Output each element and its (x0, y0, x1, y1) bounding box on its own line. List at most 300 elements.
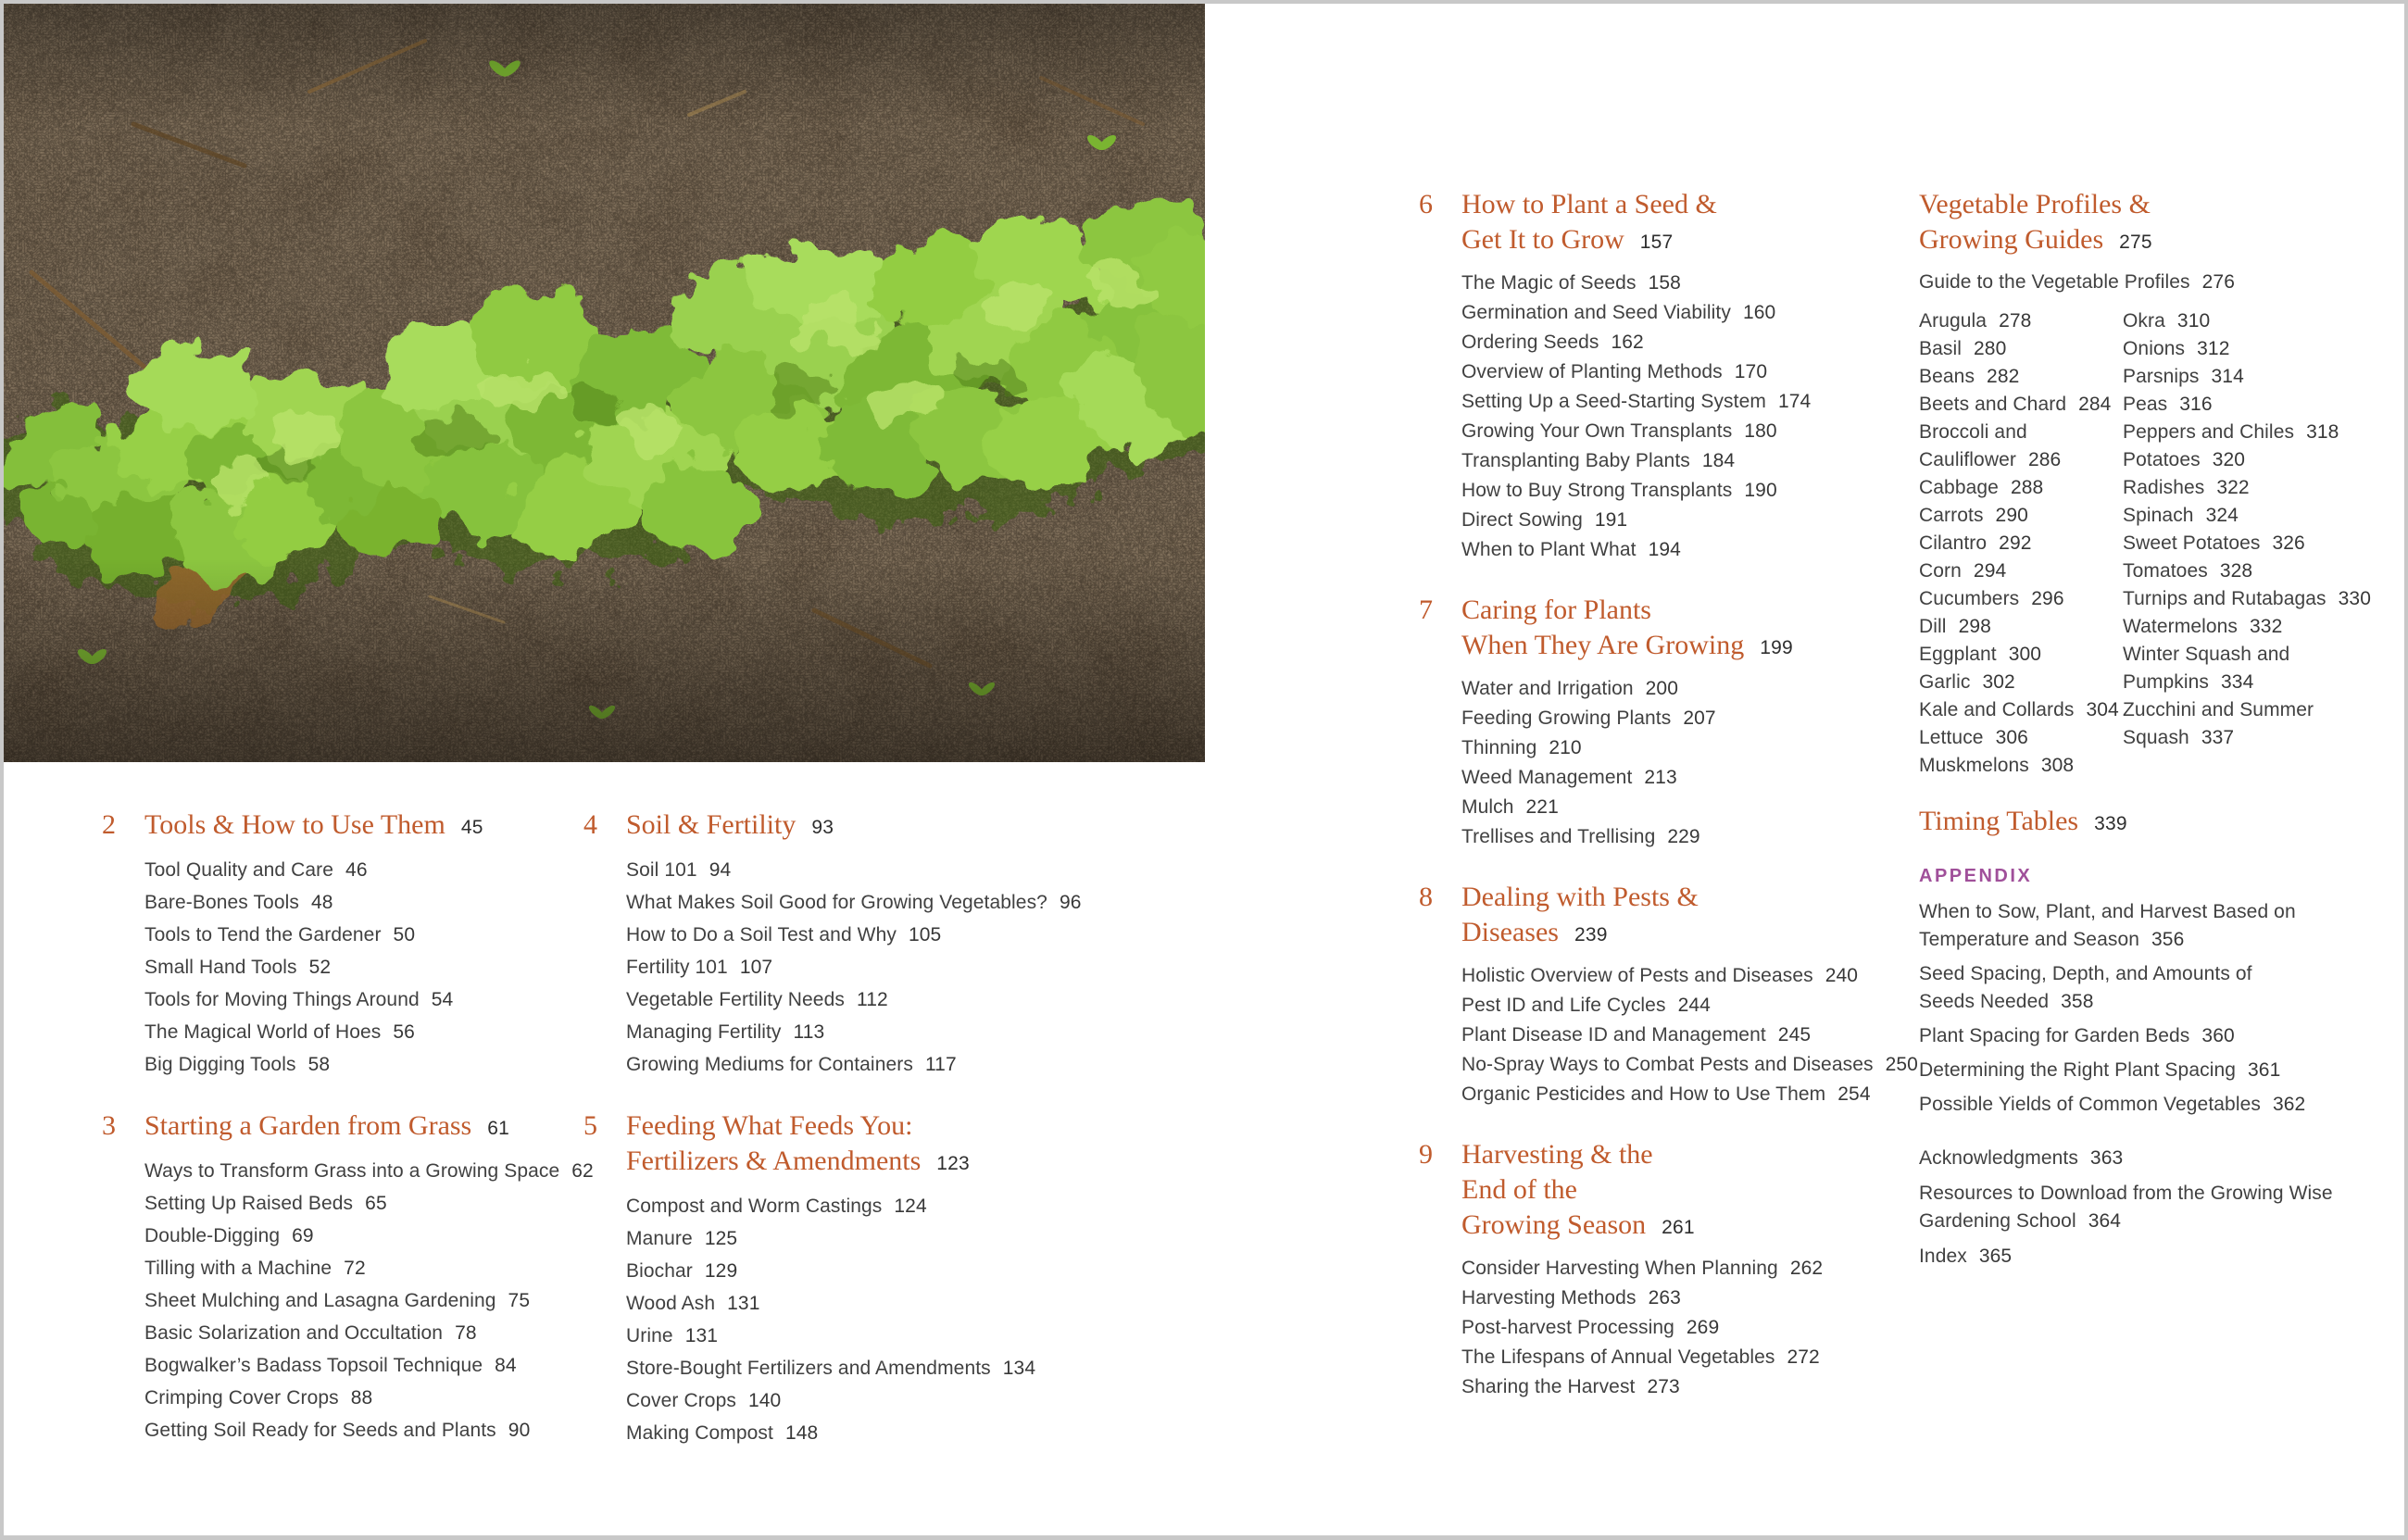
text-line: Organic Pesticides and How to Use Them (1461, 1083, 1826, 1105)
text-line: How to Buy Strong Transplants (1461, 480, 1733, 501)
text-line: Tools for Moving Things Around (144, 989, 420, 1010)
text-line: Tool Quality and Care (144, 859, 334, 881)
text-line: Starting a Garden from Grass (144, 1110, 472, 1141)
toc-item (2123, 335, 2393, 363)
toc-item (1919, 1180, 2393, 1235)
toc-item (1919, 1145, 2393, 1172)
chapter-page-number: 339 (2094, 813, 2127, 834)
text-line: Managing Fertility (626, 1021, 782, 1043)
toc-item (144, 951, 607, 983)
item-page-number: 190 (1744, 480, 1777, 501)
text-line: Harvesting & the (1461, 1139, 1653, 1170)
chapter-entry (583, 808, 1102, 1081)
toc-item (626, 1048, 1102, 1081)
text-line: Gardening School (1919, 1210, 2076, 1232)
toc-item (626, 1384, 1102, 1417)
item-page-number: 364 (2088, 1210, 2122, 1232)
text-line: How to Plant a Seed & (1461, 189, 1717, 219)
item-page-number: 330 (2338, 588, 2371, 609)
toc-item (1919, 530, 2123, 557)
appendix-list (1919, 898, 2393, 1119)
text-line: Acknowledgments (1919, 1147, 2078, 1169)
toc-item (626, 1287, 1102, 1320)
item-page-number: 56 (393, 1021, 415, 1043)
item-page-number: 272 (1787, 1346, 1820, 1368)
toc-item (1461, 763, 1905, 793)
chapter-body (626, 808, 1102, 1081)
toc-item (626, 1222, 1102, 1255)
toc-item (1919, 502, 2123, 530)
text-line: Basil (1919, 338, 1963, 359)
chapter-body (144, 1108, 607, 1446)
toc-item (1919, 960, 2393, 1016)
item-page-number: 308 (2040, 755, 2075, 776)
text-line: Vegetable Fertility Needs (626, 989, 845, 1010)
item-page-number: 302 (1982, 671, 2015, 693)
chapter-page-number: 239 (1574, 924, 1608, 945)
text-line: Ways to Transform Grass into a Growing Space (144, 1160, 560, 1182)
text-line: Setting Up a Seed-Starting System (1461, 391, 1766, 412)
chapter-number: 5 (583, 1110, 597, 1141)
chapter-body (1919, 187, 2393, 296)
chapter-number: 6 (1419, 189, 1433, 219)
item-page-number: 334 (2221, 671, 2254, 693)
text-line: Get It to Grow (1461, 224, 1624, 255)
toc-item (1919, 1243, 2393, 1271)
chapter-page-number: 93 (811, 817, 834, 838)
text-line: How to Do a Soil Test and Why (626, 924, 897, 945)
text-line: Tilling with a Machine (144, 1258, 332, 1279)
text-line: Determining the Right Plant Spacing (1919, 1059, 2237, 1081)
toc-column-1 (102, 808, 607, 1474)
item-page-number: 62 (571, 1160, 594, 1182)
chapter-title (626, 808, 1102, 845)
item-page-number: 326 (2272, 532, 2305, 554)
text-line: Resources to Download from the Growing Wise (1919, 1183, 2333, 1204)
toc-item (1919, 363, 2123, 391)
text-line: Big Digging Tools (144, 1054, 296, 1075)
toc-item (144, 1382, 607, 1414)
text-line: Plant Spacing for Garden Beds (1919, 1025, 2190, 1046)
toc-item (626, 1352, 1102, 1384)
toc-item (1919, 724, 2123, 752)
text-line: Pumpkins (2123, 671, 2210, 693)
toc-item (1461, 446, 1905, 476)
chapter-title (1461, 593, 1905, 666)
item-page-number: 148 (784, 1422, 819, 1444)
toc-item (2123, 474, 2393, 502)
text-line: What Makes Soil Good for Growing Vegetables? (626, 892, 1047, 913)
toc-item (626, 1255, 1102, 1287)
item-page-number: 194 (1648, 539, 1681, 560)
text-line: Watermelons (2123, 616, 2239, 637)
toc-item (144, 1048, 607, 1081)
text-line: Spinach (2123, 505, 2194, 526)
toc-item (1461, 1372, 1905, 1402)
item-page-number: 318 (2306, 421, 2339, 443)
chapter-page-number: 45 (460, 817, 483, 838)
item-page-number: 50 (393, 924, 416, 945)
item-page-number: 244 (1677, 995, 1711, 1016)
item-page-number: 184 (1701, 450, 1736, 471)
toc-item (2123, 530, 2393, 557)
toc-item (144, 1284, 607, 1317)
text-line: Feeding What Feeds You: (626, 1110, 913, 1141)
text-line: Trellises and Trellising (1461, 826, 1656, 847)
chapter-items (626, 854, 1102, 1081)
text-line: Ordering Seeds (1461, 332, 1599, 353)
item-page-number: 310 (2176, 310, 2211, 332)
chapter-items (1461, 961, 1918, 1109)
item-page-number: 221 (1525, 796, 1559, 818)
toc-item (1461, 298, 1905, 328)
toc-item (1461, 793, 1905, 822)
item-page-number: 358 (2061, 991, 2094, 1012)
text-line: Post-harvest Processing (1461, 1317, 1674, 1338)
text-line: Soil & Fertility (626, 809, 796, 840)
item-page-number: 304 (2086, 699, 2119, 720)
chapter-items (1461, 269, 1905, 565)
toc-item (1919, 419, 2123, 474)
chapter-body (144, 808, 607, 1081)
chapter-entry (1419, 593, 1905, 852)
item-page-number: 131 (684, 1325, 719, 1346)
page (4, 4, 2404, 1535)
chapter-number: 3 (102, 1110, 116, 1141)
backmatter-list (1919, 1145, 2393, 1271)
item-page-number: 174 (1777, 391, 1812, 412)
text-line: Wood Ash (626, 1293, 716, 1314)
item-page-number: 320 (2212, 449, 2246, 470)
item-page-number: 280 (1974, 338, 2007, 359)
item-page-number: 360 (2201, 1025, 2235, 1046)
text-line: Small Hand Tools (144, 957, 297, 978)
item-page-number: 46 (345, 859, 368, 881)
item-page-number: 140 (747, 1390, 782, 1411)
item-page-number: 210 (1549, 737, 1582, 758)
text-line: When to Sow, Plant, and Harvest Based on (1919, 901, 2296, 922)
toc-item (1461, 535, 1905, 565)
chapter-page-number: 275 (2119, 232, 2152, 253)
text-line: The Magical World of Hoes (144, 1021, 382, 1043)
item-page-number: 54 (431, 989, 454, 1010)
text-line: Manure (626, 1228, 693, 1249)
chapter-items (144, 1155, 607, 1446)
vegetable-profiles-grid (1919, 307, 2393, 780)
item-page-number: 282 (1987, 366, 2020, 387)
item-page-number: 294 (1973, 560, 2007, 582)
toc-item (2123, 641, 2393, 696)
item-page-number: 362 (2272, 1094, 2306, 1115)
text-line: Sharing the Harvest (1461, 1376, 1636, 1397)
item-page-number: 240 (1825, 965, 1859, 986)
chapter-number: 7 (1419, 595, 1433, 625)
toc-item (1461, 733, 1905, 763)
toc-item (1919, 669, 2123, 696)
text-line: Crimping Cover Crops (144, 1387, 339, 1409)
toc-item (1461, 1050, 1918, 1080)
chapter-entry (1919, 804, 2393, 842)
text-line: When They Are Growing (1461, 630, 1745, 660)
item-page-number: 88 (350, 1387, 373, 1409)
toc-item (1919, 613, 2123, 641)
text-line: Cabbage (1919, 477, 1999, 498)
text-line: Dill (1919, 616, 1947, 637)
toc-item (144, 983, 607, 1016)
chapter-title (144, 1108, 607, 1146)
item-page-number: 316 (2179, 394, 2213, 415)
item-page-number: 158 (1648, 272, 1681, 294)
item-page-number: 262 (1789, 1258, 1824, 1279)
chapter-body (1461, 187, 1905, 565)
toc-item (1919, 898, 2393, 954)
item-page-number: 290 (1995, 505, 2028, 526)
vegetable-list-right (2123, 307, 2393, 780)
toc-item (144, 1252, 607, 1284)
toc-item (1919, 307, 2123, 335)
toc-item (1461, 328, 1905, 357)
text-line: Cucumbers (1919, 588, 2020, 609)
toc-item (144, 1414, 607, 1446)
item-page-number: 324 (2205, 505, 2239, 526)
chapter-title (1461, 1137, 1905, 1246)
chapter-items (144, 854, 607, 1081)
text-line: Fertility 101 (626, 957, 728, 978)
text-line: Beans (1919, 366, 1975, 387)
chapter-body (1461, 1137, 1905, 1402)
text-line: Holistic Overview of Pests and Diseases (1461, 965, 1813, 986)
text-line: Winter Squash and (2123, 644, 2290, 665)
text-line: Mulch (1461, 796, 1514, 818)
text-line: Onions (2123, 338, 2186, 359)
item-page-number: 361 (2248, 1059, 2281, 1081)
text-line: Radishes (2123, 477, 2205, 498)
item-page-number: 48 (310, 892, 333, 913)
toc-item (1461, 1020, 1905, 1050)
toc-item (1461, 991, 1905, 1020)
chapter-page-number: 123 (936, 1153, 970, 1174)
text-line: The Lifespans of Annual Vegetables (1461, 1346, 1775, 1368)
item-page-number: 125 (704, 1228, 738, 1249)
chapter-page-number: 61 (487, 1118, 509, 1139)
text-line: Tools & How to Use Them (144, 809, 445, 840)
toc-item (2123, 391, 2393, 419)
text-line: Transplanting Baby Plants (1461, 450, 1690, 471)
toc-column-4 (1919, 187, 2393, 1278)
toc-item (1461, 476, 1905, 506)
item-page-number: 365 (1978, 1246, 2013, 1267)
chapter-title (1919, 187, 2393, 260)
item-page-number: 284 (2078, 394, 2112, 415)
chapter-page-number: 261 (1662, 1217, 1695, 1238)
toc-item (144, 1317, 607, 1349)
toc-item (2123, 446, 2393, 474)
text-line: Cauliflower (1919, 449, 2016, 470)
text-line: Growing Season (1461, 1209, 1647, 1240)
toc-item (626, 919, 1102, 951)
text-line: Water and Irrigation (1461, 678, 1634, 699)
toc-column-3 (1419, 187, 1918, 1430)
toc-item (2123, 419, 2393, 446)
item-page-number: 306 (1995, 727, 2028, 748)
item-page-number: 207 (1683, 707, 1716, 729)
text-line: The Magic of Seeds (1461, 272, 1637, 294)
item-page-number: 213 (1644, 767, 1677, 788)
chapter-page-number: 157 (1639, 232, 1674, 253)
toc-item (1461, 822, 1905, 852)
text-line: Harvesting Methods (1461, 1287, 1637, 1308)
chapter-items (1461, 1254, 1905, 1402)
toc-item (626, 1320, 1102, 1352)
text-line: Broccoli and (1919, 421, 2027, 443)
text-line: Cover Crops (626, 1390, 736, 1411)
item-page-number: 298 (1958, 616, 1991, 637)
chapter-items (1919, 269, 2393, 296)
item-page-number: 337 (2201, 727, 2235, 748)
toc-item (1919, 474, 2123, 502)
item-page-number: 288 (2010, 477, 2044, 498)
chapter-number: 8 (1419, 882, 1433, 912)
text-line: Tomatoes (2123, 560, 2208, 582)
text-line: Double-Digging (144, 1225, 281, 1246)
text-line: Biochar (626, 1260, 693, 1282)
item-page-number: 363 (2089, 1147, 2124, 1169)
item-page-number: 300 (2008, 644, 2042, 665)
text-line: Sheet Mulching and Lasagna Gardening (144, 1290, 496, 1311)
item-page-number: 254 (1837, 1083, 1871, 1105)
item-page-number: 332 (2250, 616, 2283, 637)
text-line: Turnips and Rutabagas (2123, 588, 2326, 609)
text-line: Making Compost (626, 1422, 773, 1444)
text-line: Tools to Tend the Gardener (144, 924, 382, 945)
toc-item (1461, 961, 1905, 991)
toc-item (1461, 1080, 1905, 1109)
toc-item (1461, 1313, 1905, 1343)
text-line: Growing Your Own Transplants (1461, 420, 1733, 442)
toc-item (2123, 613, 2393, 641)
item-page-number: 162 (1611, 332, 1644, 353)
chapter-body (1919, 804, 2393, 842)
toc-item (1461, 387, 1905, 417)
toc-item (1919, 696, 2123, 724)
item-page-number: 160 (1742, 302, 1776, 323)
toc-item (144, 1016, 607, 1048)
text-line: Bare-Bones Tools (144, 892, 299, 913)
chapter-title (1461, 880, 1905, 953)
toc-item (1919, 335, 2123, 363)
toc-item (1461, 704, 1905, 733)
text-line: Seeds Needed (1919, 991, 2050, 1012)
text-line: Plant Disease ID and Management (1461, 1024, 1766, 1045)
item-page-number: 52 (308, 957, 332, 978)
toc-item (1919, 752, 2123, 780)
item-page-number: 322 (2216, 477, 2250, 498)
toc-item (144, 1220, 607, 1252)
text-line: Arugula (1919, 310, 1988, 332)
item-page-number: 113 (793, 1021, 825, 1043)
item-page-number: 314 (2211, 366, 2244, 387)
item-page-number: 200 (1645, 678, 1678, 699)
toc-item (1919, 1057, 2393, 1084)
text-line: Vegetable Profiles & (1919, 189, 2151, 219)
text-line: End of the (1461, 1174, 1577, 1205)
toc-item (1919, 391, 2123, 419)
toc-item (2123, 585, 2393, 613)
toc-item (2123, 307, 2393, 335)
text-line: Peas (2123, 394, 2168, 415)
item-page-number: 191 (1594, 509, 1628, 531)
text-line: When to Plant What (1461, 539, 1637, 560)
text-line: Feeding Growing Plants (1461, 707, 1672, 729)
chapter-entry (102, 1108, 607, 1446)
toc-item (1461, 1343, 1905, 1372)
text-line: Peppers and Chiles (2123, 421, 2295, 443)
chapter-number: 4 (583, 809, 597, 840)
toc-item (1461, 417, 1905, 446)
toc-item (626, 886, 1102, 919)
chapter-entry (1419, 1137, 1905, 1402)
lettuce-seedlings-photo (4, 4, 1205, 762)
text-line: Diseases (1461, 917, 1559, 947)
toc-item (626, 983, 1102, 1016)
appendix-label: APPENDIX (1919, 866, 2033, 886)
item-page-number: 328 (2219, 560, 2253, 582)
toc-item (626, 951, 1102, 983)
vegetable-list-left (1919, 307, 2123, 780)
toc-item (144, 1187, 607, 1220)
toc-item (144, 919, 607, 951)
item-page-number: 180 (1744, 420, 1777, 442)
item-page-number: 296 (2031, 588, 2064, 609)
text-line: Eggplant (1919, 644, 1997, 665)
toc-item (1919, 585, 2123, 613)
chapter-items (1461, 674, 1905, 852)
text-line: Zucchini and Summer (2123, 699, 2314, 720)
chapter-body (1461, 880, 1918, 1109)
toc-item (144, 1155, 607, 1187)
toc-item (144, 886, 607, 919)
chapter-number: 2 (102, 809, 116, 840)
chapter-title (626, 1108, 1102, 1182)
text-line: Parsnips (2123, 366, 2200, 387)
item-page-number: 269 (1686, 1317, 1720, 1338)
text-line: Temperature and Season (1919, 929, 2140, 950)
item-page-number: 65 (365, 1193, 387, 1214)
chapter-entry (583, 1108, 1102, 1449)
toc-item (626, 1016, 1102, 1048)
text-line: Cilantro (1919, 532, 1988, 554)
text-line: Guide to the Vegetable Profiles (1919, 271, 2190, 293)
text-line: Growing Mediums for Containers (626, 1054, 913, 1075)
text-line: Muskmelons (1919, 755, 2029, 776)
toc-item (1461, 269, 1905, 298)
chapter-entry (1419, 187, 1905, 565)
toc-item (626, 854, 1102, 886)
toc-item (144, 854, 607, 886)
text-line: Direct Sowing (1461, 509, 1583, 531)
text-line: Germination and Seed Viability (1461, 302, 1731, 323)
toc-item (626, 1190, 1102, 1222)
text-line: Store-Bought Fertilizers and Amendments (626, 1358, 991, 1379)
toc-item (1919, 557, 2123, 585)
chapter-entry (1419, 880, 1918, 1109)
text-line: Urine (626, 1325, 673, 1346)
text-line: Weed Management (1461, 767, 1633, 788)
text-line: Thinning (1461, 737, 1537, 758)
chapter-title (144, 808, 607, 845)
text-line: Index (1919, 1246, 1967, 1267)
chapter-title (1461, 187, 1905, 260)
